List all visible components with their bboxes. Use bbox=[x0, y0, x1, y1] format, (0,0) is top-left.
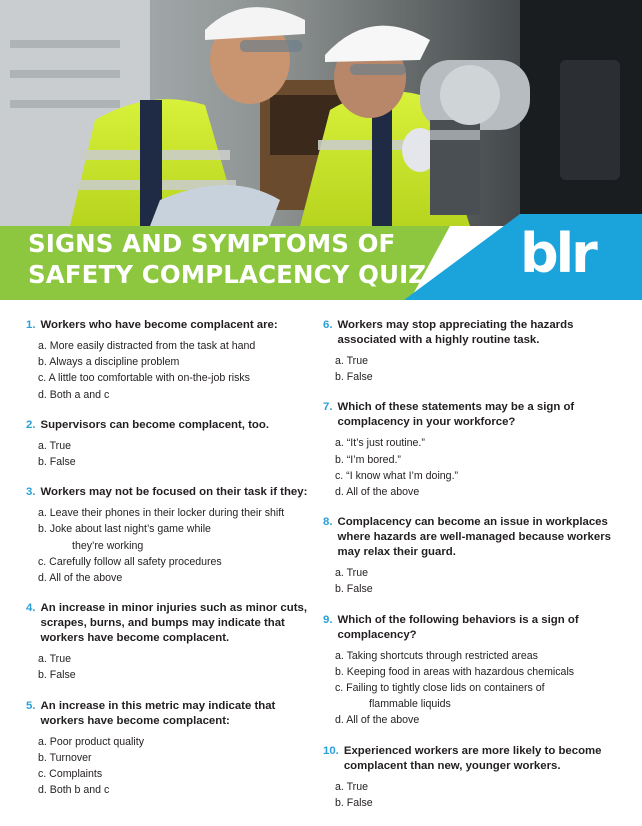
questions-right-column bbox=[323, 318, 628, 826]
answer-option-c bbox=[335, 680, 628, 712]
answer-option: a. Leave their phones in their locker during their shift bbox=[38, 507, 285, 520]
answer-option: d. All of the above bbox=[38, 572, 123, 585]
answer-options bbox=[38, 338, 316, 403]
answer-option-text: b. Joke about last night’s game while bbox=[38, 523, 211, 536]
answer-options bbox=[335, 565, 628, 597]
answer-options bbox=[335, 435, 628, 500]
answer-option-b bbox=[38, 521, 316, 553]
question-number: 6. bbox=[323, 319, 333, 331]
question-text: Supervisors can become complacent, too. bbox=[40, 418, 270, 431]
answer-options bbox=[38, 734, 316, 799]
answer-option: a. True bbox=[38, 439, 71, 452]
question-number: 8. bbox=[323, 516, 333, 529]
question-7 bbox=[323, 400, 628, 500]
answer-option: b. False bbox=[335, 371, 373, 384]
question-3 bbox=[26, 485, 316, 586]
answer-option: a. True bbox=[335, 567, 368, 580]
question-text: Which of these statements may be a sign of complacency in your workforce? bbox=[337, 401, 575, 429]
answer-option: b. Turnover bbox=[38, 751, 92, 764]
answer-options bbox=[38, 438, 316, 470]
answer-option-continuation: they’re working bbox=[72, 539, 144, 552]
question-5 bbox=[26, 699, 316, 799]
answer-option: d. All of the above bbox=[335, 486, 420, 499]
answer-option: a. True bbox=[335, 780, 368, 793]
answer-option: b. Always a discipline problem bbox=[38, 356, 180, 369]
answer-options bbox=[38, 505, 316, 586]
question-number: 9. bbox=[323, 613, 333, 626]
question-text: An increase in minor injuries such as minor cuts, scrapes, burns, and bumps may indicate that workers have become complacent. bbox=[40, 602, 307, 645]
title-line-1: SIGNS AND SYMPTOMS OF bbox=[28, 229, 396, 258]
question-2 bbox=[26, 418, 316, 470]
answer-option: d. Both a and c bbox=[38, 388, 110, 401]
question-text: Workers who have become complacent are: bbox=[40, 319, 278, 331]
question-number: 4. bbox=[26, 602, 36, 615]
answer-options bbox=[38, 651, 316, 683]
question-text: Workers may stop appreciating the hazards associated with a highly routine task. bbox=[337, 319, 574, 346]
question-text: Which of the following behaviors is a sign of complacency? bbox=[337, 613, 579, 641]
question-4 bbox=[26, 601, 316, 683]
answer-option: a. “It’s just routine.” bbox=[335, 437, 425, 450]
answer-option: b. False bbox=[38, 669, 76, 682]
workers-photo-illustration bbox=[0, 0, 642, 226]
question-number: 7. bbox=[323, 401, 333, 414]
blr-logo: blr bbox=[520, 222, 595, 285]
answer-option: a. Poor product quality bbox=[38, 735, 144, 748]
answer-option: b. False bbox=[38, 456, 76, 469]
answer-option: a. Taking shortcuts through restricted areas bbox=[335, 649, 538, 662]
answer-option: c. Carefully follow all safety procedures bbox=[38, 555, 222, 568]
answer-option-text: c. Failing to tightly close lids on containers of bbox=[335, 682, 545, 695]
answer-option: b. Keeping food in areas with hazardous chemicals bbox=[335, 665, 575, 678]
question-9 bbox=[323, 613, 628, 729]
page-title bbox=[28, 228, 458, 290]
answer-option: a. True bbox=[38, 653, 71, 666]
question-text: Complacency can become an issue in workplaces where hazards are well-managed because workers may relax their guard. bbox=[337, 516, 611, 559]
answer-option: d. Both b and c bbox=[38, 784, 110, 797]
answer-options bbox=[335, 779, 628, 811]
answer-option: c. “I know what I’m doing.” bbox=[335, 469, 459, 482]
question-1 bbox=[26, 318, 316, 403]
question-text: Workers may not be focused on their task if they: bbox=[40, 486, 308, 499]
question-8 bbox=[323, 515, 628, 597]
answer-option-continuation: flammable liquids bbox=[369, 698, 451, 711]
answer-options bbox=[335, 648, 628, 729]
question-text: An increase in this metric may indicate that workers have become complacent: bbox=[40, 699, 276, 727]
question-10 bbox=[323, 744, 628, 811]
answer-option: a. More easily distracted from the task at hand bbox=[38, 340, 256, 352]
question-text: Experienced workers are more likely to become complacent than new, younger workers. bbox=[343, 744, 602, 772]
question-number: 10. bbox=[323, 744, 339, 757]
question-number: 1. bbox=[26, 319, 36, 331]
answer-option: c. Complaints bbox=[38, 768, 103, 781]
answer-option: b. False bbox=[335, 583, 373, 596]
answer-options bbox=[335, 353, 628, 385]
answer-option: a. True bbox=[335, 355, 368, 367]
title-line-2: SAFETY COMPLACENCY QUIZ bbox=[28, 260, 427, 289]
questions-left-column bbox=[26, 318, 316, 813]
answer-option: b. “I’m bored.” bbox=[335, 453, 401, 466]
answer-option: d. All of the above bbox=[335, 714, 420, 727]
answer-option: c. A little too comfortable with on-the-job risks bbox=[38, 372, 250, 385]
answer-option: b. False bbox=[335, 796, 373, 809]
question-number: 5. bbox=[26, 699, 36, 712]
question-number: 3. bbox=[26, 486, 36, 499]
question-6 bbox=[323, 318, 628, 385]
question-number: 2. bbox=[26, 418, 36, 431]
hero-photo bbox=[0, 0, 642, 226]
